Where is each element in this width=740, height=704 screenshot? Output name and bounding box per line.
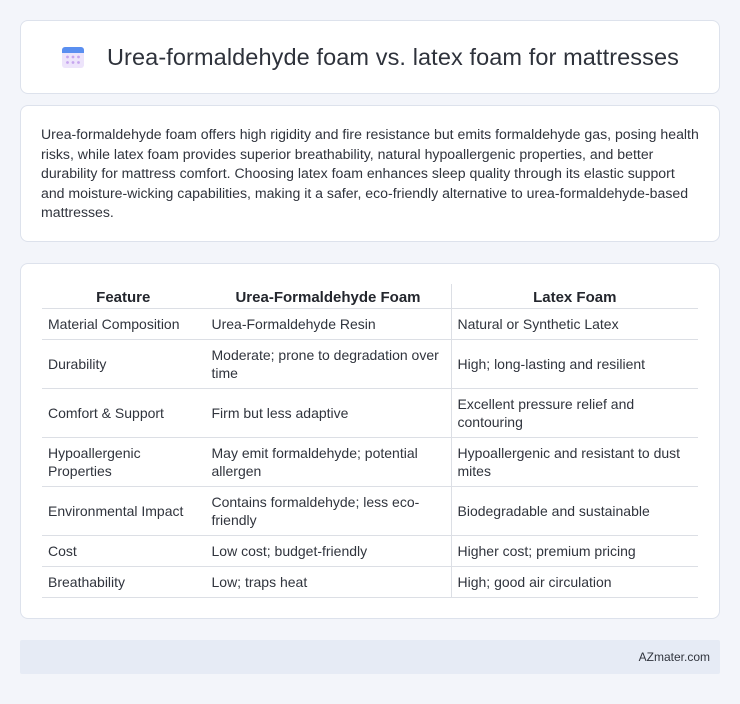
title-card bbox=[20, 20, 720, 94]
table-row bbox=[42, 308, 698, 339]
feature-cell: Breathability bbox=[42, 566, 205, 597]
urea-cell: Firm but less adaptive bbox=[205, 388, 451, 437]
latex-cell: Hypoallergenic and resistant to dust mites bbox=[451, 437, 698, 486]
feature-cell: Environmental Impact bbox=[42, 486, 205, 535]
table-row bbox=[42, 566, 698, 597]
feature-cell: Hypoallergenic Properties bbox=[42, 437, 205, 486]
urea-cell: Urea-Formaldehyde Resin bbox=[205, 308, 451, 339]
table-row bbox=[42, 388, 698, 437]
latex-cell: High; long-lasting and resilient bbox=[451, 339, 698, 388]
table-header-row bbox=[42, 284, 698, 308]
footer-site-name: AZmater.com bbox=[638, 650, 710, 664]
table-row bbox=[42, 339, 698, 388]
column-header-feature: Feature bbox=[42, 284, 205, 308]
page-title: Urea-formaldehyde foam vs. latex foam for mattresses bbox=[106, 43, 680, 70]
comparison-card bbox=[20, 263, 720, 619]
urea-cell: Moderate; prone to degradation over time bbox=[205, 339, 451, 388]
latex-cell: Biodegradable and sustainable bbox=[451, 486, 698, 535]
urea-cell: Contains formaldehyde; less eco-friendly bbox=[205, 486, 451, 535]
urea-cell: May emit formaldehyde; potential allergen bbox=[205, 437, 451, 486]
feature-cell: Comfort & Support bbox=[42, 388, 205, 437]
feature-cell: Cost bbox=[42, 535, 205, 566]
urea-cell: Low; traps heat bbox=[205, 566, 451, 597]
table-row bbox=[42, 535, 698, 566]
feature-cell: Durability bbox=[42, 339, 205, 388]
urea-cell: Low cost; budget-friendly bbox=[205, 535, 451, 566]
feature-cell: Material Composition bbox=[42, 308, 205, 339]
table-row bbox=[42, 486, 698, 535]
summary-text: Urea-formaldehyde foam offers high rigidity and fire resistance but emits formaldehyde gas, posing health risks, while latex foam provides superior breathability, natural hypoallergenic properties, and better durability for mattress comfort. Choosing latex foam enhances sleep quality through its elastic support and moisture-wicking capabilities, making it a safer, eco-friendly alternative to urea-formaldehyde-based mattresses. bbox=[41, 126, 699, 221]
latex-cell: Excellent pressure relief and contouring bbox=[451, 388, 698, 437]
comparison-table bbox=[42, 284, 698, 598]
latex-cell: Higher cost; premium pricing bbox=[451, 535, 698, 566]
footer bbox=[20, 640, 720, 674]
summary-card bbox=[20, 105, 720, 242]
table-row bbox=[42, 437, 698, 486]
column-header-urea-formaldehyde: Urea-Formaldehyde Foam bbox=[205, 284, 451, 308]
calendar-icon bbox=[61, 45, 85, 69]
latex-cell: Natural or Synthetic Latex bbox=[451, 308, 698, 339]
latex-cell: High; good air circulation bbox=[451, 566, 698, 597]
column-header-latex: Latex Foam bbox=[451, 284, 698, 308]
